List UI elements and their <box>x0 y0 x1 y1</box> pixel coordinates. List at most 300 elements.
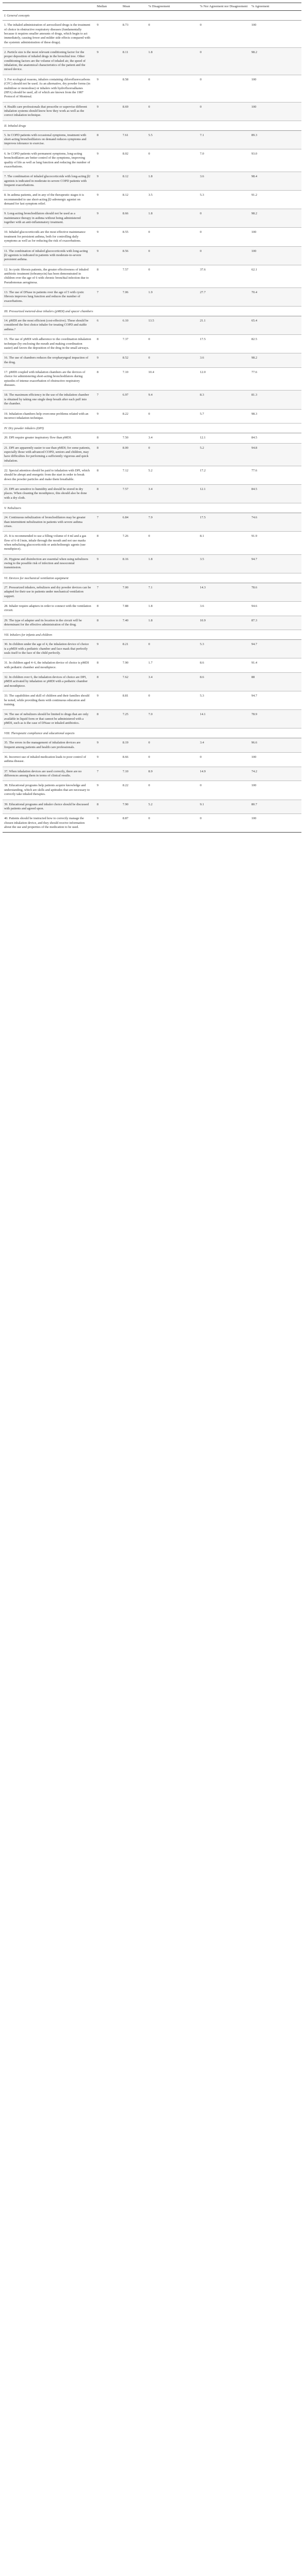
mean-cell: 8.81 <box>121 691 147 710</box>
neutral-cell: 3.5 <box>198 554 250 573</box>
median-cell: 9 <box>95 554 121 573</box>
disagreement-cell: 0 <box>147 409 198 423</box>
section-title: VI. Devices for mechanical ventilation equipment <box>3 573 301 583</box>
mean-cell: 8.66 <box>121 209 147 228</box>
agreement-cell: 89.3 <box>250 130 301 149</box>
statement-cell: 26. Hygiene and disinfection are essential when using nebulizers owing to the possible risk of infection and nosocomial transmission. <box>3 554 95 573</box>
disagreement-cell: 0 <box>147 781 198 800</box>
disagreement-cell: 0 <box>147 335 198 353</box>
disagreement-cell: 0 <box>147 353 198 368</box>
median-cell: 8 <box>95 658 121 673</box>
table-row <box>3 391 301 409</box>
neutral-cell: 14.9 <box>198 767 250 781</box>
table-row <box>3 583 301 601</box>
table-row <box>3 800 301 814</box>
neutral-cell: 37.6 <box>198 265 250 287</box>
statement-cell: 34. The use of nebulizers should be limited to drugs that are only available in liquid form or that cannot be administered with a pMDI, such as is the case of DNase or inhaled antibiotics. <box>3 710 95 728</box>
disagreement-cell: 3.4 <box>147 485 198 503</box>
statement-cell: 2. Particle size is the most relevant conditioning factor for the proper deposition of inhaled drugs in the bronchial tree. Other conditioning factors are the volume of inhaled air, the speed of inhalation, the anatomical characteristics of the patient and the mixed device. <box>3 48 95 75</box>
statement-cell: 18. The maximum efficiency in the use of the inhalation chamber is obtained by taking one single deep breath after each puff into the chamber. <box>3 391 95 409</box>
section-header-row <box>3 307 301 316</box>
agreement-cell: 74.2 <box>250 767 301 781</box>
agreement-cell: 81.3 <box>250 391 301 409</box>
agreement-cell: 100 <box>250 246 301 265</box>
statement-cell: 7. The combination of inhaled glucocorticoids with long-acting β2 agonists is indicated in moderate-to-severe COPD patients with frequent exacerbations. <box>3 172 95 191</box>
mean-cell: 8.16 <box>121 554 147 573</box>
neutral-cell: 12.1 <box>198 485 250 503</box>
mean-cell: 6.84 <box>121 513 147 532</box>
section-title: III. Pressurized metered-dose inhalers (pMDI) and spacer chambers <box>3 307 301 316</box>
agreement-cell: 77.6 <box>250 368 301 391</box>
agreement-cell: 98.4 <box>250 172 301 191</box>
table-row <box>3 658 301 673</box>
mean-cell: 8.56 <box>121 246 147 265</box>
mean-cell: 7.25 <box>121 710 147 728</box>
statement-cell: 15. The use of pMDI with adherence to the coordination inhalation technique (by enclosing the mouth and making coordination easier) and favors the deposition of the drug in the small airways. <box>3 335 95 353</box>
agreement-cell: 94.8 <box>250 443 301 466</box>
median-cell: 8 <box>95 616 121 630</box>
median-cell: 8 <box>95 710 121 728</box>
agreement-cell: 100 <box>250 814 301 833</box>
section-title: VIII. Therapeutic compliance and educational aspects <box>3 728 301 738</box>
section-header-row <box>3 503 301 513</box>
median-cell: 8 <box>95 485 121 503</box>
agreement-cell: 98.2 <box>250 48 301 75</box>
agreement-cell: 87.3 <box>250 616 301 630</box>
mean-cell: 8.22 <box>121 781 147 800</box>
disagreement-cell: 5.2 <box>147 800 198 814</box>
median-cell: 8 <box>95 673 121 691</box>
disagreement-cell: 3.4 <box>147 433 198 443</box>
mean-cell: 7.12 <box>121 466 147 485</box>
disagreement-cell: 1.8 <box>147 172 198 191</box>
section-header-row <box>3 728 301 738</box>
disagreement-cell: 1.8 <box>147 554 198 573</box>
agreement-cell: 100 <box>250 781 301 800</box>
mean-cell: 6.97 <box>121 391 147 409</box>
statement-cell: 3. For ecological reasons, inhalers containing chlorofluorocarbons (CFC) should not be used. As an alternative, dry powder forms (in multidose or monodose) or inhalers with hydrofluoroalkanes (HFA) should be used, all of which are known from the 1987 Protocol of Montreal. <box>3 75 95 102</box>
statement-cell: 38. Educational programs help patients acquire knowledge and understanding, which are skills and aptitudes that are necessary to correctly take inhaled therapies. <box>3 781 95 800</box>
neutral-cell: 5.2 <box>198 443 250 466</box>
section-header-row <box>3 11 301 21</box>
statement-cell: 13. The use of DNase in patients over the age of 5 with cystic fibrosis improves lung function and reduces the number of exacerbations. <box>3 288 95 307</box>
median-cell: 9 <box>95 814 121 833</box>
neutral-cell: 8.3 <box>198 391 250 409</box>
table-row <box>3 191 301 209</box>
disagreement-cell: 0 <box>147 753 198 767</box>
statement-cell: 36. Incorrect use of inhaled medication leads to poor control of asthma disease. <box>3 753 95 767</box>
statement-cell: 19. Inhalation chambers help overcome problems related with an incorrect inhalation technique. <box>3 409 95 423</box>
table-row <box>3 532 301 554</box>
statement-cell: 25. It is recommended to use a filling volume of 4 ml and a gas flow of 6–8 l/min, inhale through the mouth and not use masks when nebulizing glucocorticoids or anticholinergic agents (use mouthpiece). <box>3 532 95 554</box>
agreement-cell: 100 <box>250 102 301 121</box>
statement-cell: 22. Special attention should be paid to inhalation with DPI, which should be abrupt and energetic from the start in order to break down the powder particles and make them breathable. <box>3 466 95 485</box>
agreement-cell: 70.4 <box>250 288 301 307</box>
agreement-cell: 84.5 <box>250 485 301 503</box>
table-row <box>3 691 301 710</box>
disagreement-cell: 0 <box>147 75 198 102</box>
statement-cell: 30. In children under the age of 4, the inhalation device of choice is a pMDI with a pediatric chamber and face mask that perfectly seals itself to the face of the child perfectly. <box>3 640 95 658</box>
table-header <box>3 3 301 11</box>
table-row <box>3 767 301 781</box>
agreement-cell: 94.7 <box>250 640 301 658</box>
disagreement-cell: 9.4 <box>147 391 198 409</box>
neutral-cell: 3.6 <box>198 172 250 191</box>
neutral-cell: 12.1 <box>198 433 250 443</box>
statement-cell: 39. Educational programs and inhaler choice should be discussed with patients and agreed upon. <box>3 800 95 814</box>
agreement-cell: 78.9 <box>250 710 301 728</box>
table-row <box>3 21 301 48</box>
table-row <box>3 75 301 102</box>
median-cell: 9 <box>95 102 121 121</box>
agreement-cell: 94.7 <box>250 554 301 573</box>
agreement-cell: 100 <box>250 753 301 767</box>
mean-cell: 7.90 <box>121 800 147 814</box>
table-row <box>3 246 301 265</box>
neutral-cell: 17.5 <box>198 513 250 532</box>
agreement-cell: 74.6 <box>250 513 301 532</box>
mean-cell: 8.55 <box>121 228 147 246</box>
statement-cell: 24. Continuous nebulization of bronchodilators may be greater than intermittent nebulization in patients with severe asthma crises. <box>3 513 95 532</box>
neutral-cell: 14.3 <box>198 583 250 601</box>
statement-cell: 10. Inhaled glucocorticoids are the most effective maintenance treatment for persistent asthma, both for controlling daily symptoms as well as for reducing the risk of exacerbations. <box>3 228 95 246</box>
agreement-cell: 77.6 <box>250 466 301 485</box>
table-row <box>3 640 301 658</box>
agreement-cell: 84.5 <box>250 433 301 443</box>
statement-cell: 35. The errors in the management of inhalation devices are frequent among patients and health care professionals. <box>3 738 95 753</box>
disagreement-cell: 0 <box>147 149 198 172</box>
mean-cell: 7.37 <box>121 335 147 353</box>
statement-cell: 1. The inhaled administration of aerosolized drugs is the treatment of choice in obstructive respiratory diseases (fundamentally because it requires smaller amounts of drugs, which begin to act immediately, causing fewer and milder side effects compared with the systemic administration of these drugs). <box>3 21 95 48</box>
mean-cell: 8.69 <box>121 102 147 121</box>
disagreement-cell: 1.8 <box>147 601 198 616</box>
agreement-cell: 98.2 <box>250 209 301 228</box>
table-row <box>3 513 301 532</box>
statement-cell: 33. The capabilities and skill of children and their families should be noted, while providing them with continuous education and training. <box>3 691 95 710</box>
table-row <box>3 616 301 630</box>
neutral-cell: 7.0 <box>198 149 250 172</box>
median-cell: 9 <box>95 640 121 658</box>
table-row <box>3 353 301 368</box>
disagreement-cell: 0 <box>147 246 198 265</box>
mean-cell: 7.62 <box>121 673 147 691</box>
mean-cell: 7.00 <box>121 583 147 601</box>
document-page <box>0 0 304 837</box>
neutral-cell: 0 <box>198 228 250 246</box>
agreement-cell: 88 <box>250 673 301 691</box>
median-cell: 8 <box>95 265 121 287</box>
median-cell: 9 <box>95 48 121 75</box>
neutral-cell: 14.1 <box>198 710 250 728</box>
neutral-cell: 0 <box>198 102 250 121</box>
mean-cell: 8.22 <box>121 409 147 423</box>
section-header-row <box>3 121 301 130</box>
neutral-cell: 0 <box>198 753 250 767</box>
statement-cell: 4. Health care professionals that prescribe or supervise different inhalation systems should know how they work as well as the correct inhalation technique. <box>3 102 95 121</box>
table-row <box>3 781 301 800</box>
median-cell: 9 <box>95 228 121 246</box>
statement-cell: 23. DPI are sensitive to humidity and should be stored in dry places. When cleaning the mouthpiece, this should also be done with a dry cloth. <box>3 485 95 503</box>
median-cell: 6 <box>95 316 121 335</box>
agreement-cell: 78.6 <box>250 583 301 601</box>
median-cell: 8 <box>95 130 121 149</box>
table-row <box>3 149 301 172</box>
disagreement-cell: 0 <box>147 640 198 658</box>
table-row <box>3 554 301 573</box>
neutral-cell: 3.6 <box>198 353 250 368</box>
section-title: VII. Inhalers for infants and children <box>3 630 301 640</box>
mean-cell: 6.10 <box>121 316 147 335</box>
median-cell: 7 <box>95 391 121 409</box>
neutral-cell: 8.6 <box>198 658 250 673</box>
median-cell: 9 <box>95 753 121 767</box>
header-statement <box>3 3 95 11</box>
section-header-row <box>3 630 301 640</box>
disagreement-cell: 5.5 <box>147 130 198 149</box>
table-row <box>3 172 301 191</box>
mean-cell: 8.19 <box>121 738 147 753</box>
neutral-cell: 10.9 <box>198 616 250 630</box>
header-agreement: % Agreement <box>250 3 301 11</box>
consensus-table <box>3 3 301 833</box>
table-row <box>3 814 301 833</box>
neutral-cell: 17.2 <box>198 466 250 485</box>
header-disagreement: % Disagreement <box>147 3 198 11</box>
statement-cell: 31. In children aged 4–6, the inhalation device of choice is pMDI with pediatric chamber and mouthpiece. <box>3 658 95 673</box>
median-cell: 8 <box>95 335 121 353</box>
neutral-cell: 7.1 <box>198 130 250 149</box>
disagreement-cell: 13.5 <box>147 316 198 335</box>
table-row <box>3 130 301 149</box>
section-title: II. Inhaled drugs <box>3 121 301 130</box>
agreement-cell: 80.7 <box>250 800 301 814</box>
mean-cell: 7.61 <box>121 130 147 149</box>
table-row <box>3 753 301 767</box>
neutral-cell: 0 <box>198 48 250 75</box>
disagreement-cell: 0 <box>147 814 198 833</box>
agreement-cell: 65.4 <box>250 316 301 335</box>
mean-cell: 8.02 <box>121 149 147 172</box>
statement-cell: 12. In cystic fibrosis patients, the greater effectiveness of inhaled antibiotic treatment (tobramycin) has been demonstrated in children over the age of 6 with chronic bronchial infection due to Pseudomonas aeruginosa. <box>3 265 95 287</box>
median-cell: 7 <box>95 288 121 307</box>
neutral-cell: 0 <box>198 209 250 228</box>
mean-cell: 8.73 <box>121 21 147 48</box>
mean-cell: 7.57 <box>121 265 147 287</box>
neutral-cell: 27.7 <box>198 288 250 307</box>
neutral-cell: 5.3 <box>198 191 250 209</box>
disagreement-cell: 0 <box>147 532 198 554</box>
section-title: IV. Dry powder inhalers (DPI) <box>3 423 301 433</box>
mean-cell: 7.50 <box>121 433 147 443</box>
statement-cell: 20. DPI require greater inspiratory flow than pMDI. <box>3 433 95 443</box>
disagreement-cell: 5.2 <box>147 466 198 485</box>
disagreement-cell: 1.7 <box>147 658 198 673</box>
mean-cell: 7.57 <box>121 485 147 503</box>
disagreement-cell: 7.9 <box>147 513 198 532</box>
neutral-cell: 5.3 <box>198 691 250 710</box>
table-row <box>3 738 301 753</box>
median-cell: 9 <box>95 691 121 710</box>
table-row <box>3 710 301 728</box>
mean-cell: 8.11 <box>121 48 147 75</box>
neutral-cell: 3.4 <box>198 738 250 753</box>
agreement-cell: 100 <box>250 21 301 48</box>
section-title: V. Nebulizers <box>3 503 301 513</box>
statement-cell: 5. In COPD patients with occasional symptoms, treatment with short-acting bronchodilators on demand reduces symptoms and improves tolerance to exercise. <box>3 130 95 149</box>
disagreement-cell: 7.0 <box>147 710 198 728</box>
neutral-cell: 9.1 <box>198 800 250 814</box>
table-row <box>3 102 301 121</box>
agreement-cell: 62.1 <box>250 265 301 287</box>
mean-cell: 7.06 <box>121 288 147 307</box>
statement-cell: 28. Inhaler require adapters in order to connect with the ventilation circuit. <box>3 601 95 616</box>
mean-cell: 7.10 <box>121 767 147 781</box>
agreement-cell: 91.2 <box>250 191 301 209</box>
disagreement-cell: 10.4 <box>147 368 198 391</box>
median-cell: 8 <box>95 466 121 485</box>
statement-cell: 37. When inhalation devices are used correctly, there are no differences among them in terms of clinical results. <box>3 767 95 781</box>
agreement-cell: 98.3 <box>250 409 301 423</box>
disagreement-cell: 0 <box>147 265 198 287</box>
median-cell: 8 <box>95 368 121 391</box>
table-row <box>3 466 301 485</box>
median-cell: 8 <box>95 443 121 466</box>
disagreement-cell: 7.1 <box>147 583 198 601</box>
disagreement-cell: 1.9 <box>147 288 198 307</box>
neutral-cell: 17.5 <box>198 335 250 353</box>
table-row <box>3 409 301 423</box>
table-row <box>3 673 301 691</box>
disagreement-cell: 3.4 <box>147 673 198 691</box>
section-header-row <box>3 423 301 433</box>
header-median: Median <box>95 3 121 11</box>
neutral-cell: 21.1 <box>198 316 250 335</box>
table-row <box>3 368 301 391</box>
table-row <box>3 443 301 466</box>
mean-cell: 8.00 <box>121 443 147 466</box>
agreement-cell: 96.6 <box>250 738 301 753</box>
table-row <box>3 485 301 503</box>
disagreement-cell: 0 <box>147 228 198 246</box>
median-cell: 9 <box>95 738 121 753</box>
neutral-cell: 5.7 <box>198 409 250 423</box>
disagreement-cell: 0 <box>147 691 198 710</box>
statement-cell: 40. Patients should be instructed how to correctly manage the chosen inhalation device, and they should receive information about the use and properties of the medication to be used. <box>3 814 95 833</box>
disagreement-cell: 0 <box>147 443 198 466</box>
statement-cell: 21. DPI are apparently easier to use than pMDI; for some patients, especially those with advanced COPD, seniors and children, may have difficulties for performing a sufficiently vigorous and quick inhalation. <box>3 443 95 466</box>
mean-cell: 8.12 <box>121 191 147 209</box>
median-cell: 9 <box>95 353 121 368</box>
neutral-cell: 12.0 <box>198 368 250 391</box>
section-title: I. General concepts <box>3 11 301 21</box>
statement-cell: 17. pMDI coupled with inhalation chambers are the devices of choice for administering short-acting bronchodilators during episodes of intense exacerbation of obstructive respiratory diseases. <box>3 368 95 391</box>
disagreement-cell: 0 <box>147 102 198 121</box>
mean-cell: 8.58 <box>121 75 147 102</box>
mean-cell: 8.66 <box>121 753 147 767</box>
mean-cell: 8.12 <box>121 172 147 191</box>
neutral-cell: 0 <box>198 75 250 102</box>
mean-cell: 8.87 <box>121 814 147 833</box>
median-cell: 7 <box>95 767 121 781</box>
table-row <box>3 288 301 307</box>
mean-cell: 7.40 <box>121 616 147 630</box>
table-row <box>3 335 301 353</box>
section-header-row <box>3 573 301 583</box>
median-cell: 9 <box>95 781 121 800</box>
header-neutral: % Nor Agreement nor Disagreement <box>198 3 250 11</box>
statement-cell: 6. In COPD patients with permanent symptoms, long-acting bronchodilators are better control of the symptoms, improving quality of life as well as lung function and reducing the number of exacerbations. <box>3 149 95 172</box>
neutral-cell: 3.6 <box>198 601 250 616</box>
median-cell: 9 <box>95 246 121 265</box>
agreement-cell: 100 <box>250 75 301 102</box>
statement-cell: 32. In children over 6, the inhalation devices of choice are DPI, pMDI activated by inhalation or pMDI with a pediatric chamber and mouthpiece. <box>3 673 95 691</box>
median-cell: 7 <box>95 583 121 601</box>
median-cell: 9 <box>95 149 121 172</box>
table-row <box>3 316 301 335</box>
neutral-cell: 0 <box>198 781 250 800</box>
median-cell: 9 <box>95 21 121 48</box>
disagreement-cell: 0 <box>147 738 198 753</box>
agreement-cell: 82.5 <box>250 335 301 353</box>
statement-cell: 14. pMDI are the most efficient (cost-effective). These should be considered the first choice inhaler for treating COPD and stable asthma.? <box>3 316 95 335</box>
agreement-cell: 91.9 <box>250 532 301 554</box>
median-cell: 9 <box>95 191 121 209</box>
neutral-cell: 8.1 <box>198 532 250 554</box>
statement-cell: 27. Pressurized inhalers, nebulizers and dry powder devices can be adapted for their use in patients under mechanical ventilation support. <box>3 583 95 601</box>
table-row <box>3 433 301 443</box>
mean-cell: 8.21 <box>121 640 147 658</box>
disagreement-cell: 0 <box>147 21 198 48</box>
median-cell: 9 <box>95 75 121 102</box>
neutral-cell: 0 <box>198 246 250 265</box>
agreement-cell: 91.4 <box>250 658 301 673</box>
disagreement-cell: 1.8 <box>147 616 198 630</box>
median-cell: 9 <box>95 172 121 191</box>
median-cell: 8 <box>95 601 121 616</box>
disagreement-cell: 3.5 <box>147 191 198 209</box>
table-row <box>3 209 301 228</box>
disagreement-cell: 1.8 <box>147 209 198 228</box>
statement-cell: 11. The combination of inhaled glucocorticoids with long-acting β2 agonists is indicated in patients with moderate-to-severe persistent asthma. <box>3 246 95 265</box>
disagreement-cell: 8.9 <box>147 767 198 781</box>
table-body <box>3 11 301 833</box>
median-cell: 8 <box>95 433 121 443</box>
neutral-cell: 8.6 <box>198 673 250 691</box>
table-row <box>3 601 301 616</box>
agreement-cell: 100 <box>250 228 301 246</box>
median-cell: 9 <box>95 409 121 423</box>
mean-cell: 8.52 <box>121 353 147 368</box>
table-row <box>3 265 301 287</box>
neutral-cell: 0 <box>198 21 250 48</box>
agreement-cell: 94.6 <box>250 601 301 616</box>
table-row <box>3 228 301 246</box>
header-mean: Mean <box>121 3 147 11</box>
disagreement-cell: 1.8 <box>147 48 198 75</box>
statement-cell: 16. The use of chambers reduces the oropharyngeal impaction of the drug. <box>3 353 95 368</box>
median-cell: 7 <box>95 513 121 532</box>
median-cell: 8 <box>95 800 121 814</box>
mean-cell: 7.26 <box>121 532 147 554</box>
median-cell: 9 <box>95 209 121 228</box>
statement-cell: 8. In asthma patients, and in any of the therapeutic stages it is recommended to use short-acting β2-adrenergic agonist on demand for fast symptom relief. <box>3 191 95 209</box>
mean-cell: 7.88 <box>121 601 147 616</box>
agreement-cell: 98.2 <box>250 353 301 368</box>
median-cell: 8 <box>95 532 121 554</box>
neutral-cell: 5.3 <box>198 640 250 658</box>
agreement-cell: 93.0 <box>250 149 301 172</box>
statement-cell: 29. The type of adapter and its location in the circuit will be determinant for the effective administration of the drug. <box>3 616 95 630</box>
